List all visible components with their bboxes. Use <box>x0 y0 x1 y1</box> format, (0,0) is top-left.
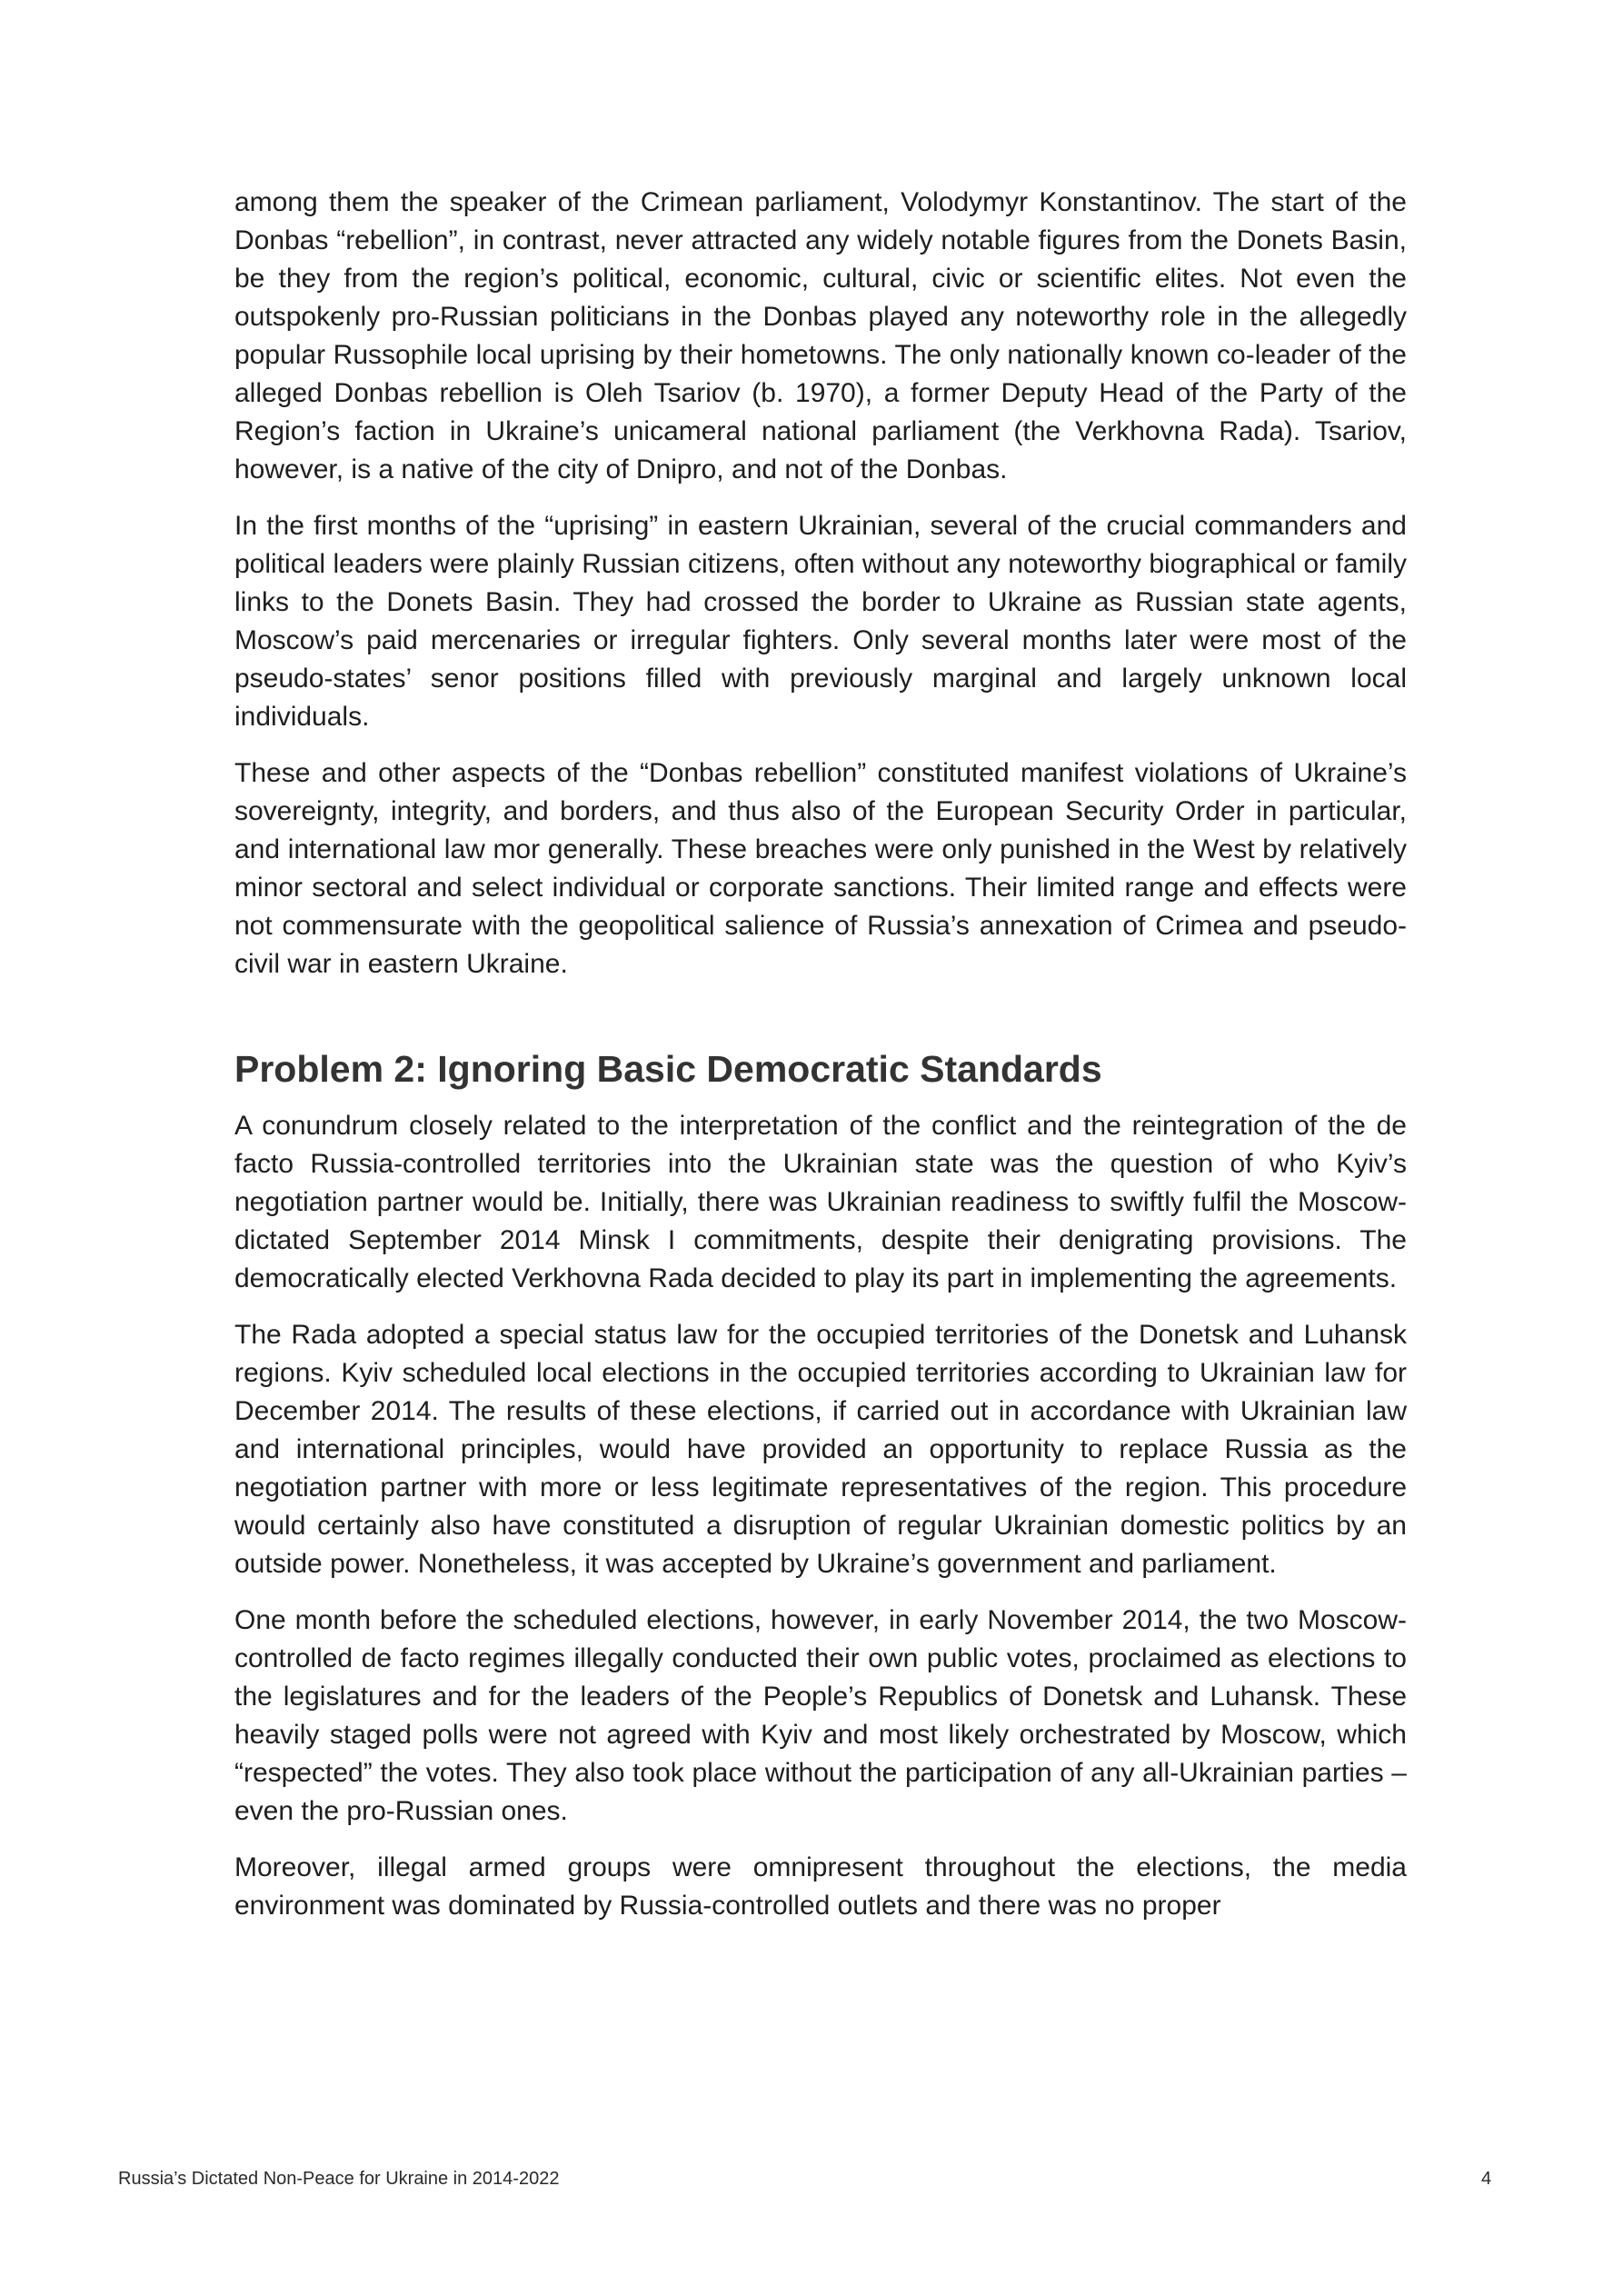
section-heading: Problem 2: Ignoring Basic Democratic Standards <box>234 1048 1102 1090</box>
footer-document-title: Russia’s Dictated Non-Peace for Ukraine in 2014-2022 <box>118 2169 560 2189</box>
body-paragraph-7: Moreover, illegal armed groups were omnipresent throughout the elections, the media environment was dominated by Russia-controlled outlets and there was no proper <box>234 1852 1407 1921</box>
body-paragraph-1: among them the speaker of the Crimean parliament, Volodymyr Konstantinov. The start of the Donbas “rebellion”, in contrast, never attracted any widely notable figures from the Donets Basin, be they from the region’s political, economic, cultural, civic or scientific elites. Not even the outspokenly pro-Russian politicians in the Donbas played any noteworthy role in the allegedly popular Russophile local uprising by their hometowns. The only nationally known co-leader of the alleged Donbas rebellion is Oleh Tsariov (b. 1970), a former Deputy Head of the Party of the Region’s faction in Ukraine’s unicameral national parliament (the Verkhovna Rada). Tsariov, however, is a native of the city of Dnipro, and not of the Donbas. <box>234 187 1407 484</box>
body-paragraph-4: A conundrum closely related to the interpretation of the conflict and the reintegration of the de facto Russia-controlled territories into the Ukrainian state was the question of who Kyiv’s negotiation partner would be. Initially, there was Ukrainian readiness to swiftly fulfil the Moscow-dictated September 2014 Minsk I commitments, despite their denigrating provisions. The democratically elected Verkhovna Rada decided to play its part in implementing the agreements. <box>234 1111 1407 1293</box>
footer-page-number: 4 <box>1481 2169 1492 2189</box>
body-paragraph-5: The Rada adopted a special status law for the occupied territories of the Donetsk and Luhansk regions. Kyiv scheduled local elections in the occupied territories according to Ukrainian law for December 2014. The results of these elections, if carried out in accordance with Ukrainian law and international principles, would have provided an opportunity to replace Russia as the negotiation partner with more or less legitimate representatives of the region. This procedure would certainly also have constituted a disruption of regular Ukrainian domestic politics by an outside power. Nonetheless, it was accepted by Ukraine’s government and parliament. <box>234 1320 1407 1579</box>
body-paragraph-3: These and other aspects of the “Donbas rebellion” constituted manifest violations of Ukraine’s sovereignty, integrity, and borders, and thus also of the European Security Order in particular, and international law mor generally. These breaches were only punished in the West by relatively minor sectoral and select individual or corporate sanctions. Their limited range and effects were not commensurate with the geopolitical salience of Russia’s annexation of Crimea and pseudo-civil war in eastern Ukraine. <box>234 758 1407 979</box>
body-paragraph-6: One month before the scheduled elections, however, in early November 2014, the two Moscow-controlled de facto regimes illegally conducted their own public votes, proclaimed as elections to the legislatures and for the leaders of the People’s Republics of Donetsk and Luhansk. These heavily staged polls were not agreed with Kyiv and most likely orchestrated by Moscow, which “respected” the votes. They also took place without the participation of any all-Ukrainian parties – even the pro-Russian ones. <box>234 1605 1407 1826</box>
main-content <box>234 184 1407 1943</box>
body-paragraph-2: In the first months of the “uprising” in eastern Ukrainian, several of the crucial commanders and political leaders were plainly Russian citizens, often without any noteworthy biographical or family links to the Donets Basin. They had crossed the border to Ukraine as Russian state agents, Moscow’s paid mercenaries or irregular fighters. Only several months later were most of the pseudo-states’ senor positions filled with previously marginal and largely unknown local individuals. <box>234 511 1407 732</box>
